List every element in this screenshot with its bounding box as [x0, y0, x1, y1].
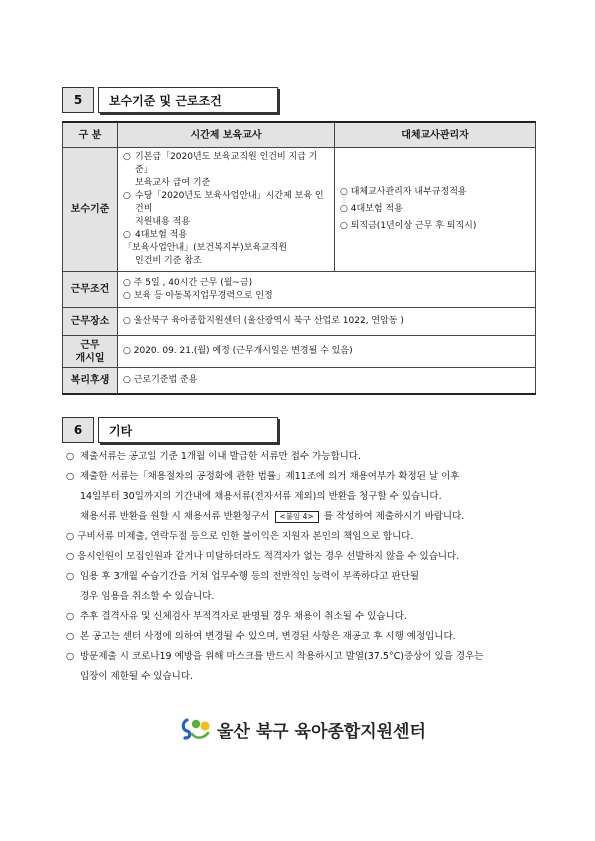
row-label-pay: 보수기준 — [63, 148, 118, 272]
pay-conditions-table — [62, 121, 536, 395]
organization-logo — [181, 716, 426, 742]
section-5-heading — [62, 87, 278, 113]
pay-substitute-cell — [335, 148, 536, 272]
header-category: 구 분 — [63, 122, 118, 148]
pay-item: ○ 수당「2020년도 보육사업안내」시간제 보육 인건비 지원내용 적용 — [123, 191, 324, 227]
organization-name: 울산 북구 육아종합지원센터 — [217, 721, 426, 742]
section-title: 보수기준 및 근로조건 — [98, 87, 278, 113]
notes-list — [66, 447, 536, 687]
note-item: ○ 임용 후 3개월 수습기간을 거쳐 업무수행 등의 전반적인 능력이 부족하다고 판단될 경우 임용을 취소할 수 있습니다. — [66, 571, 420, 602]
pay-substitute-line: ○ 퇴직금(1년이상 근무 후 퇴직시) — [340, 221, 477, 231]
welfare-cell: ○ 근로기준법 준용 — [118, 368, 536, 394]
note-item: ○ 구비서류 미제출, 연락두절 등으로 인한 불이익은 지원자 본인의 책임으로 합니다. — [66, 531, 414, 542]
note-item: ○ 추후 결격사유 및 신체검사 부적격자로 판명될 경우 채용이 취소될 수 있습니다. — [66, 611, 407, 622]
pay-substitute-line: ○ 대체교사관리자 내부규정적용 — [340, 187, 467, 197]
start-date-cell: ○ 2020. 09. 21.(월) 예정 (근무개시일은 변경될 수 있음) — [118, 336, 536, 368]
header-part-time-teacher: 시간제 보육교사 — [118, 122, 335, 148]
row-label-work: 근무조건 — [63, 272, 118, 308]
note-item: ○ 방문제출 시 코로나19 예방을 위해 마스크를 반드시 착용하시고 발열(37.5°C)증상이 있을 경우는 입장이 제한될 수 있습니다. — [66, 651, 484, 682]
row-label-start: 근무 개시일 — [63, 336, 118, 368]
section-number: 6 — [62, 417, 94, 443]
refund-request-line: 채용서류 반환을 원할 시 채용서류 반환청구서 <붙임 4> 를 작성하여 제출하시기 바랍니다. — [80, 511, 465, 522]
note-item: ○ 제출한 서류는「채용절차의 공정화에 관한 법률」제11조에 의거 채용여부가 확정된 날 이후 14일부터 30일까지의 기간내에 채용서류(전자서류 제외)의 반환을 청구할 수 있습니다. 채용서류 반환을 원할 시 채용서류 반환청구서 <붙임 4> 를 작성하여 제출하시기 바랍니다. — [66, 467, 536, 527]
pay-part-time-cell — [118, 148, 335, 272]
note-item: ○ 응시인원이 모집인원과 같거나 미달하더라도 적격자가 없는 경우 선발하지 않을 수 있습니다. — [66, 551, 460, 562]
row-label-welfare: 복리후생 — [63, 368, 118, 394]
work-conditions-cell: ○ 주 5일 , 40시간 근무 (월~금) ○ 보육 등 아동복지업무경력으로 인정 — [118, 272, 536, 308]
pay-substitute-line: ○ 4대보험 적용 — [340, 204, 403, 214]
header-substitute-manager: 대체교사관리자 — [335, 122, 536, 148]
note-item: ○ 제출서류는 공고일 기준 1개월 이내 발급한 서류만 접수 가능합니다. — [66, 451, 362, 462]
row-label-place: 근무장소 — [63, 308, 118, 336]
logo-mark-icon — [181, 716, 211, 742]
attachment-badge: <붙임 4> — [275, 511, 319, 523]
note-item: ○ 본 공고는 센터 사정에 의하여 변경될 수 있으며, 변경된 사항은 재공고 후 시행 예정입니다. — [66, 631, 456, 642]
section-number: 5 — [62, 87, 94, 113]
section-6-heading — [62, 417, 278, 443]
pay-item: ○ 4대보험 적용 「보육사업안내」(보건복지부)보육교직원 인건비 기준 참조 — [123, 230, 288, 266]
work-place-cell: ○ 울산북구 육아종합지원센터 (울산광역시 북구 산업로 1022, 연암동 ) — [118, 308, 536, 336]
pay-item: ○ 기본급「2020년도 보육교직원 인건비 지급 기준」 보육교사 급여 기준 — [123, 152, 318, 188]
section-title: 기타 — [98, 417, 278, 443]
